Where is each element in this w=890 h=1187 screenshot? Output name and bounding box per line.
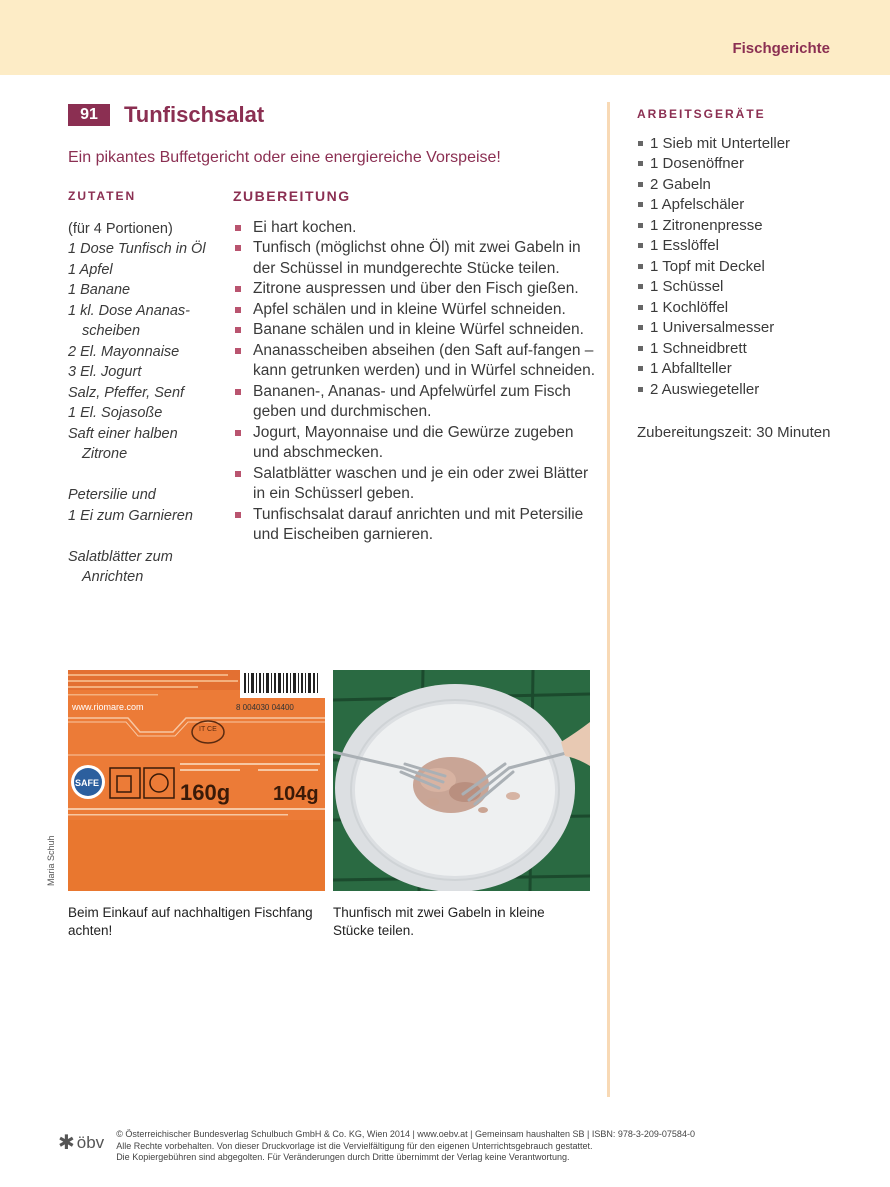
plate-photo — [333, 670, 590, 891]
publisher-logo-text: öbv — [76, 1132, 105, 1152]
ingredient-item: Saft einer halben — [68, 425, 178, 442]
tool-item: 1 Topf mit Deckel — [637, 257, 867, 278]
ingredient-item: Anrichten — [82, 569, 144, 585]
tuna-can-photo — [68, 670, 325, 891]
photo-credit: Maria Schuh — [46, 835, 56, 886]
tool-item: 1 Schneidbrett — [637, 339, 867, 360]
ingredient-item: scheiben — [82, 323, 141, 339]
ingredient-item: 1 El. Sojasoße — [68, 405, 163, 421]
net-weight: 160g — [180, 780, 231, 805]
step-item: Tunfischsalat darauf anrichten und mit Petersilie und Eischeiben garnieren. — [233, 505, 598, 546]
ingredients-header: ZUTATEN — [68, 189, 137, 203]
tool-item: 1 Kochlöffel — [637, 298, 867, 319]
legal-line: Alle Rechte vorbehalten. Von dieser Druckvorlage ist die Vervielfältigung für den eigenen Unterrichtsgebrauch gestattet. — [116, 1140, 593, 1151]
preparation-steps — [233, 218, 598, 546]
preparation-column — [233, 186, 598, 546]
step-item: Jogurt, Mayonnaise und die Gewürze zugeben und abschmecken. — [233, 423, 598, 464]
tools-column — [637, 104, 867, 400]
drained-weight: 104g — [273, 783, 319, 805]
legal-line: © Österreichischer Bundesverlag Schulbuch GmbH & Co. KG, Wien 2014 | www.oebv.at | Gemeinsam haushalten SB | ISBN: 978-3-209-07584-0 — [116, 1129, 695, 1139]
tool-item: 1 Schüssel — [637, 277, 867, 298]
star-icon: ✱ — [58, 1132, 75, 1154]
step-item: Tunfisch (möglichst ohne Öl) mit zwei Gabeln in der Schüssel in mundgerechte Stücke teilen. — [233, 238, 598, 279]
step-item: Apfel schälen und in kleine Würfel schneiden. — [233, 300, 598, 321]
photo-caption: Beim Einkauf auf nachhaltigen Fischfang achten! — [68, 905, 313, 938]
prep-time: Zubereitungszeit: 30 Minuten — [637, 424, 831, 441]
ingredient-item: Salz, Pfeffer, Senf — [68, 384, 185, 401]
ingredient-item: 3 El. Jogurt — [68, 364, 142, 380]
tool-item: 2 Auswiegeteller — [637, 380, 867, 401]
legal-text — [116, 1129, 695, 1164]
ingredient-item: Salatblätter zum — [68, 548, 173, 565]
ingredient-item: 1 Apfel — [68, 261, 113, 278]
tool-item: 1 Apfelschäler — [637, 195, 867, 216]
ingredient-item: 1 kl. Dose Ananas- — [68, 302, 190, 319]
step-item: Salatblätter waschen und je ein oder zwei Blätter in ein Schüsserl geben. — [233, 464, 598, 505]
ingredient-item: Zitrone — [82, 446, 128, 462]
ingredient-item: Petersilie und — [68, 487, 156, 503]
tool-item: 1 Zitronenpresse — [637, 216, 867, 237]
column-divider — [607, 102, 610, 1097]
preparation-header: ZUBEREITUNG — [233, 188, 351, 204]
barcode-number: 8 004030 04400 — [236, 703, 294, 712]
tools-header: ARBEITSGERÄTE — [637, 107, 766, 121]
publisher-logo — [58, 1130, 104, 1155]
tool-item: 2 Gabeln — [637, 175, 867, 196]
recipe-subtitle: Ein pikantes Buffetgericht oder eine energiereiche Vorspeise! — [68, 149, 501, 166]
tool-item: 1 Esslöffel — [637, 236, 867, 257]
step-item: Zitrone auspressen und über den Fisch gießen. — [233, 279, 598, 300]
portions: (für 4 Portionen) — [68, 220, 173, 237]
ingredient-item: 1 Dose Tunfisch in Öl — [68, 241, 206, 257]
header-band — [0, 0, 890, 75]
ingredient-item: 1 Ei zum Garnieren — [68, 507, 193, 524]
tool-item: 1 Sieb mit Unterteller — [637, 134, 867, 155]
step-item: Banane schälen und in kleine Würfel schneiden. — [233, 320, 598, 341]
ingredients-column — [68, 186, 228, 588]
cert-label: IT CE — [199, 726, 217, 733]
tool-item: 1 Dosenöffner — [637, 154, 867, 175]
tools-list — [637, 134, 867, 401]
step-item: Bananen-, Ananas- und Apfelwürfel zum Fisch geben und durchmischen. — [233, 382, 598, 423]
step-item: Ei hart kochen. — [233, 218, 598, 239]
recipe-title: Tunfischsalat — [124, 102, 265, 127]
step-item: Ananasscheiben abseihen (den Saft auf-fangen – kann getrunken werden) und in Würfel schneiden. — [233, 341, 598, 382]
footer — [58, 1129, 695, 1164]
tool-item: 1 Universalmesser — [637, 318, 867, 339]
legal-line: Die Kopiergebühren sind abgegolten. Für Veränderungen durch Dritte übernimmt der Verlag keine Verantwortung. — [116, 1152, 570, 1162]
safe-logo: SAFE — [75, 778, 100, 788]
ingredient-item: 1 Banane — [68, 282, 131, 298]
ingredient-item: 2 El. Mayonnaise — [68, 343, 180, 360]
recipe-header — [68, 102, 264, 128]
tool-item: 1 Abfallteller — [637, 359, 867, 380]
can-url: www.riomare.com — [72, 702, 144, 712]
section-label: Fischgerichte — [732, 40, 830, 57]
photo-caption: Thunfisch mit zwei Gabeln in kleine Stücke teilen. — [333, 905, 545, 938]
recipe-number: 91 — [68, 104, 110, 126]
